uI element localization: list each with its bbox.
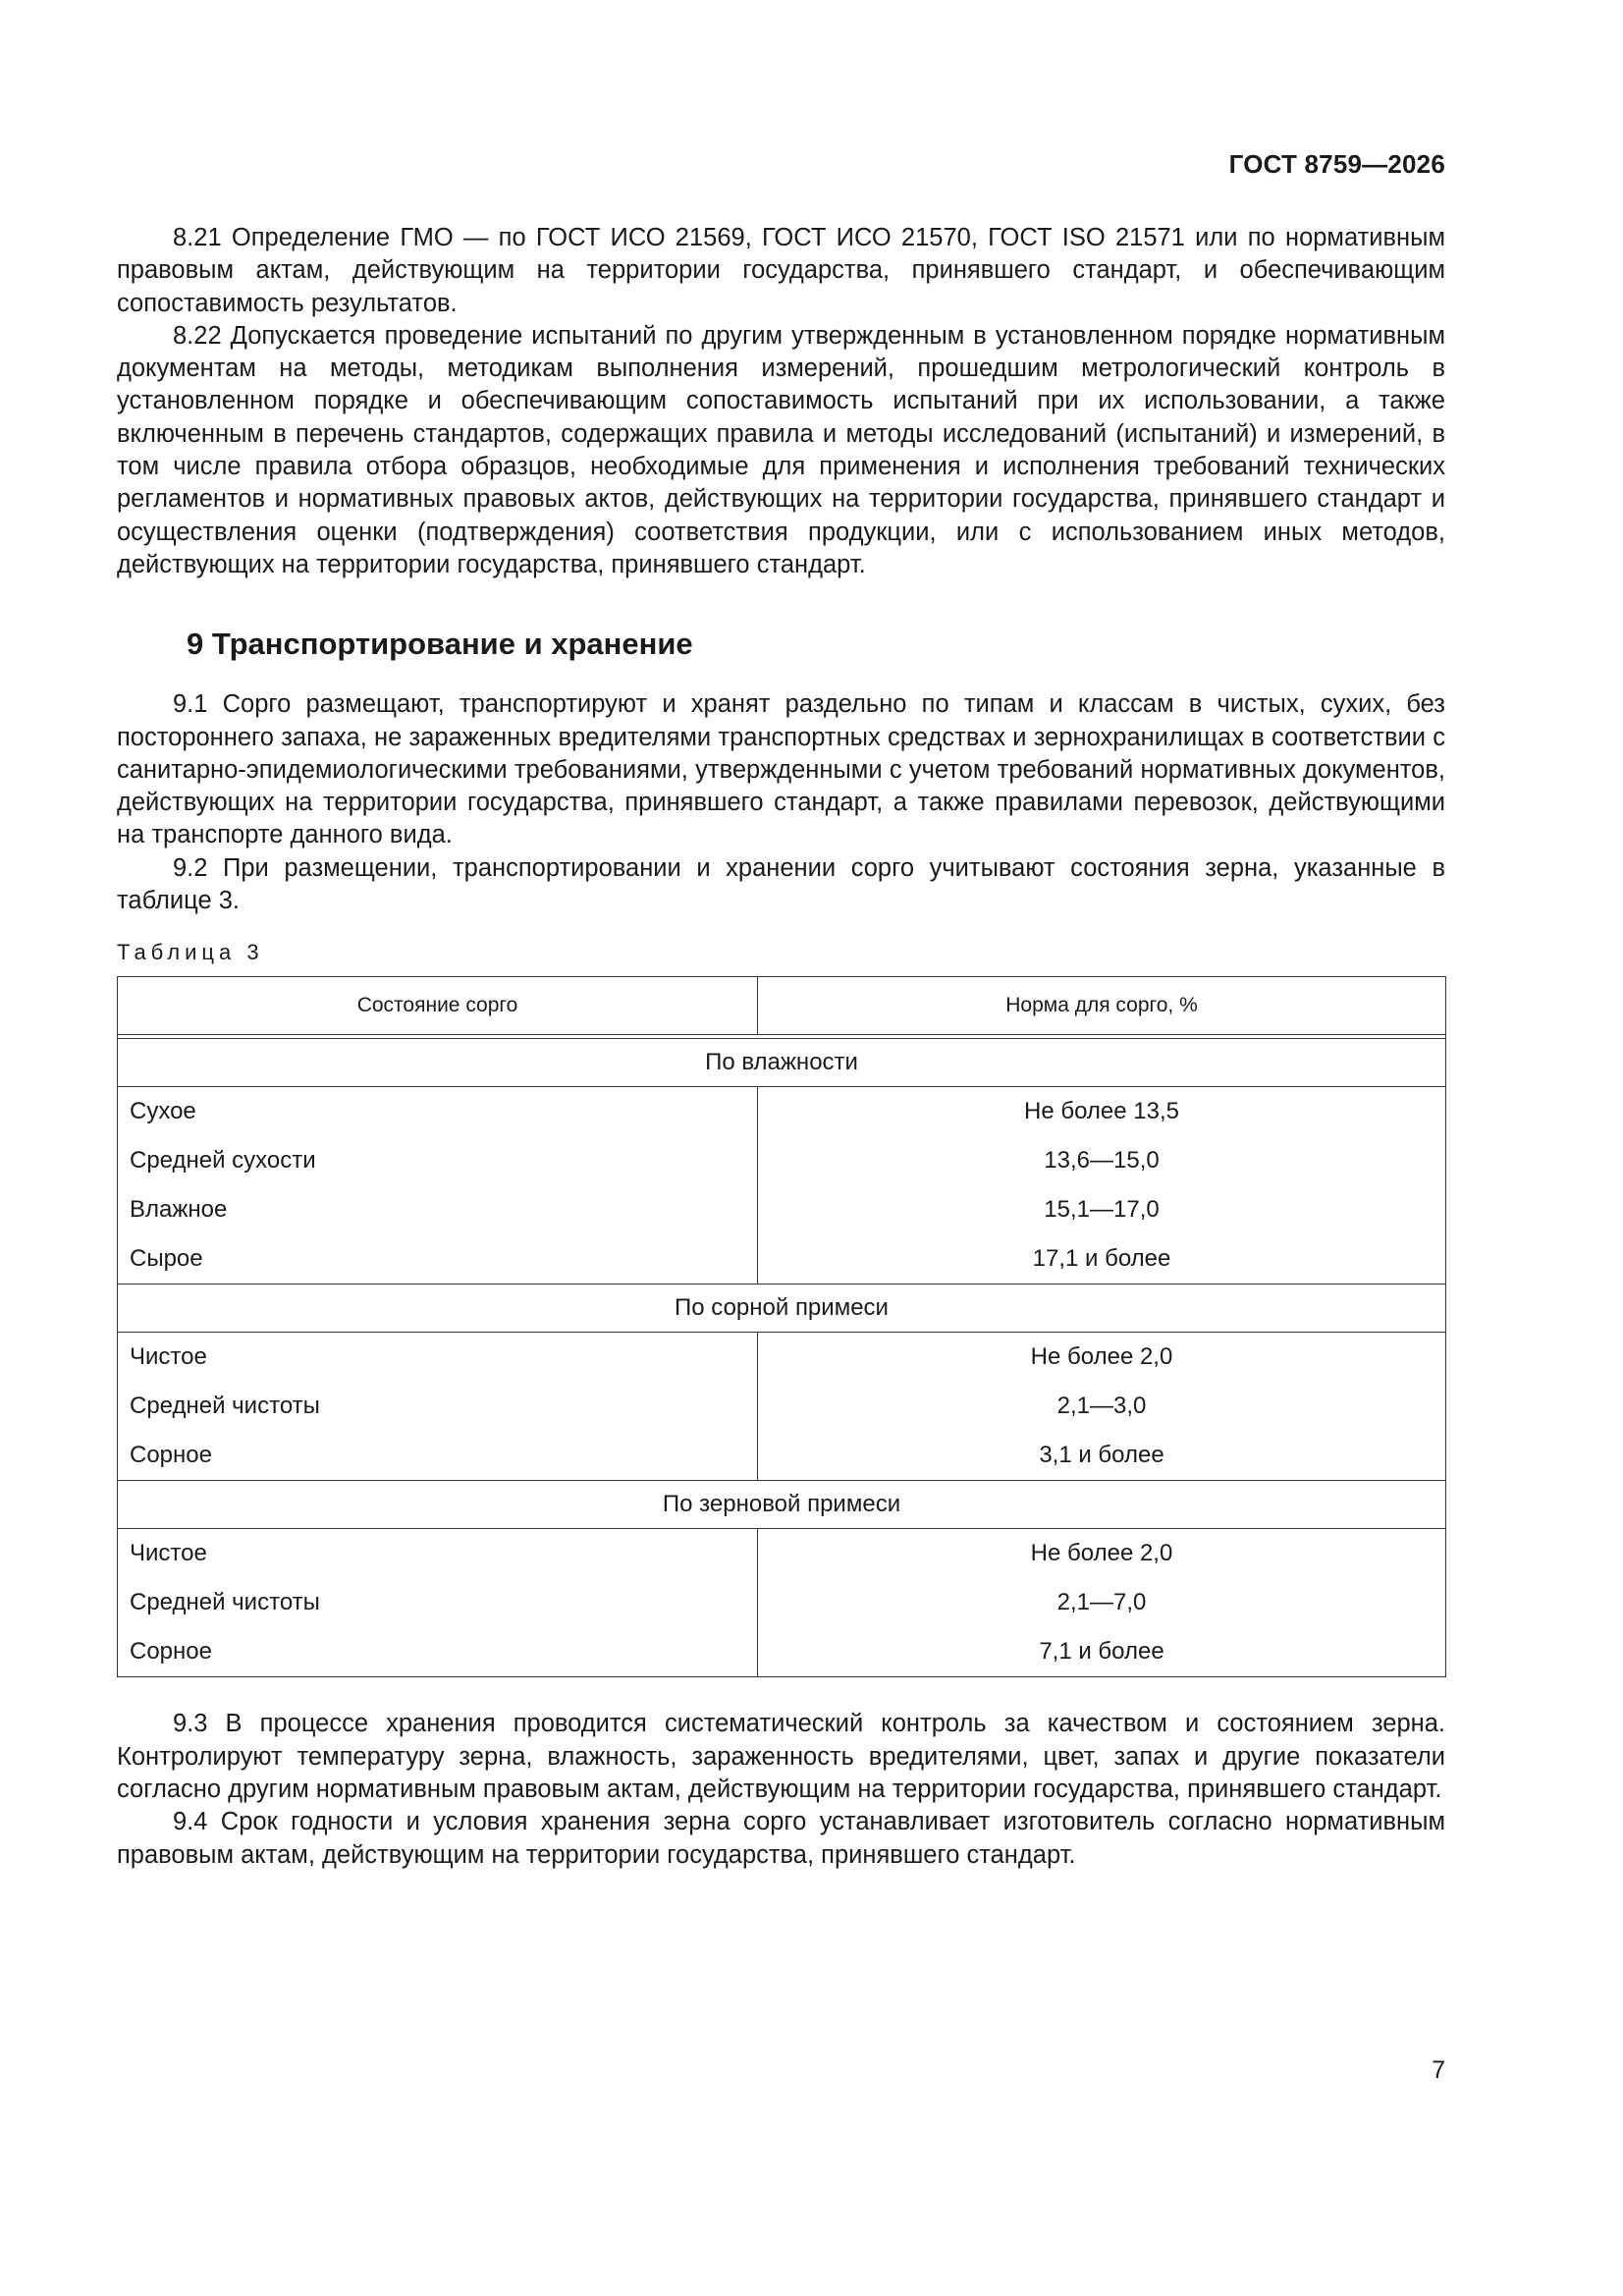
- table-row: [118, 1431, 1446, 1481]
- norm-cell: Не более 13,5: [758, 1087, 1446, 1137]
- table-row: [118, 1382, 1446, 1431]
- state-cell: Средней сухости: [118, 1136, 758, 1185]
- state-cell: Сорное: [118, 1627, 758, 1677]
- norm-cell: 13,6—15,0: [758, 1136, 1446, 1185]
- norm-cell: 2,1—3,0: [758, 1382, 1446, 1431]
- table-row: [118, 1087, 1446, 1137]
- state-cell: Сырое: [118, 1234, 758, 1285]
- page-content: [117, 222, 1445, 1872]
- group-title: По зерновой примеси: [118, 1481, 1446, 1529]
- paragraph-9-3: 9.3 В процессе хранения проводится систематический контроль за качеством и состоянием зерна. Контролируют температуру зерна, влажность, зараженность вредителями, цвет, запах и другие показатели согласно другим нормативным правовым актам, действующим на территории государства, принявшего стандарт.: [117, 1710, 1445, 1803]
- table-header-row: [118, 977, 1446, 1035]
- standard-code: ГОСТ 8759—2026: [1228, 149, 1445, 179]
- table-group-row: [118, 1039, 1446, 1087]
- paragraph-9-2: 9.2 При размещении, транспортировании и хранении сорго учитывают состояния зерна, указанные в таблице 3.: [117, 853, 1445, 915]
- table-group-row: [118, 1285, 1446, 1333]
- norms-table: [117, 976, 1446, 1677]
- table-row: [118, 1529, 1446, 1579]
- paragraph-9-4: 9.4 Срок годности и условия хранения зерна сорго устанавливает изготовитель согласно нормативным правовым актам, действующим на территории государства, принявшего стандарт.: [117, 1808, 1445, 1869]
- norm-cell: Не более 2,0: [758, 1333, 1446, 1383]
- norm-cell: Не более 2,0: [758, 1529, 1446, 1579]
- norm-cell: 17,1 и более: [758, 1234, 1446, 1285]
- state-cell: Средней чистоты: [118, 1382, 758, 1431]
- table-row: [118, 1627, 1446, 1677]
- table-caption: Таблица 3: [117, 940, 264, 965]
- state-cell: Сорное: [118, 1431, 758, 1481]
- state-cell: Средней чистоты: [118, 1578, 758, 1627]
- norm-cell: 2,1—7,0: [758, 1578, 1446, 1627]
- group-title: По влажности: [118, 1039, 1446, 1087]
- table-group-row: [118, 1481, 1446, 1529]
- state-cell: Влажное: [118, 1185, 758, 1234]
- state-cell: Чистое: [118, 1333, 758, 1383]
- after-table-text: [117, 1708, 1445, 1871]
- norm-cell: 3,1 и более: [758, 1431, 1446, 1481]
- group-title: По сорной примеси: [118, 1285, 1446, 1333]
- paragraph-9-1: 9.1 Сорго размещают, транспортируют и хранят раздельно по типам и классам в чистых, сухих, без постороннего запаха, не зараженных вредителями транспортных средствах и зернохранилищах в соответствии с санитарно-эпидемиологическими требованиями, утвержденными с учетом требований нормативных документов, действующих на территории государства, принявшего стандарт, а также правилами перевозок, действующими на транспорте данного вида.: [117, 690, 1445, 849]
- table-row: [118, 1185, 1446, 1234]
- state-cell: Сухое: [118, 1087, 758, 1137]
- column-header-norm: Норма для сорго, %: [758, 977, 1446, 1035]
- table-row: [118, 1136, 1446, 1185]
- document-page: [117, 0, 1445, 2296]
- column-header-state: Состояние сорго: [118, 977, 758, 1035]
- table-row: [118, 1578, 1446, 1627]
- page-number: 7: [1432, 2056, 1445, 2084]
- state-cell: Чистое: [118, 1529, 758, 1579]
- table-row: [118, 1234, 1446, 1285]
- norm-cell: 15,1—17,0: [758, 1185, 1446, 1234]
- paragraph-8-21: 8.21 Определение ГМО — по ГОСТ ИСО 21569, ГОСТ ИСО 21570, ГОСТ ISO 21571 или по нормативным правовым актам, действующим на территории государства, принявшего стандарт, и обеспечивающим сопоставимость результатов.: [117, 224, 1445, 317]
- norm-cell: 7,1 и более: [758, 1627, 1446, 1677]
- table-row: [118, 1333, 1446, 1383]
- section-heading: 9 Транспортирование и хранение: [187, 627, 693, 662]
- paragraph-8-22: 8.22 Допускается проведение испытаний по другим утвержденным в установленном порядке нормативным документам на методы, методикам выполнения измерений, прошедшим метрологический контроль в установленном порядке и обеспечивающим сопоставимость испытаний при их использовании, а также включенным в перечень стандартов, содержащих правила и методы исследований (испытаний) и измерений, в том числе правила отбора образцов, необходимые для применения и исполнения требований технических регламентов и нормативных правовых актов, действующих на территории государства, принявшего стандарт и осуществления оценки (подтверждения) соответствия продукции, или с использованием иных методов, действующих на территории государства, принявшего стандарт.: [117, 321, 1445, 578]
